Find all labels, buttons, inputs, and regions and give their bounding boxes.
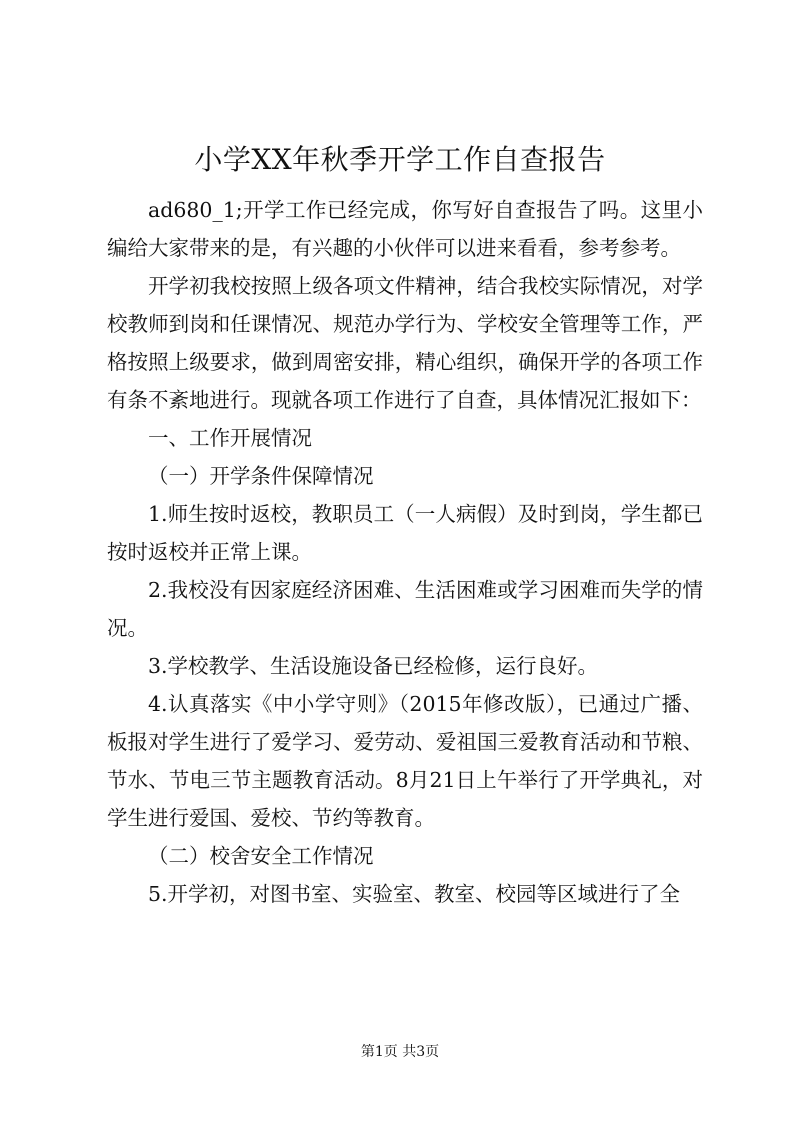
list-item-4: 4.认真落实《中小学守则》（2015年修改版），已通过广播、板报对学生进行了爱学习、爱劳动、爱祖国三爱教育活动和节粮、节水、节电三节主题教育活动。8月21日上午举行了开学典礼，对学生进行爱国、爱校、节约等教育。 xyxy=(107,692,703,830)
paragraph-overview: 开学初我校按照上级各项文件精神，结合我校实际情况，对学校教师到岗和任课情况、规范办学行为、学校安全管理等工作，严格按照上级要求，做到周密安排，精心组织，确保开学的各项工作有条不紊地进行。现就各项工作进行了自查，具体情况汇报如下： xyxy=(107,274,703,412)
paragraph-intro: ad680_1;开学工作已经完成，你写好自查报告了吗。这里小编给大家带来的是，有兴趣的小伙伴可以进来看看，参考参考。 xyxy=(107,198,703,260)
list-item-1: 1.师生按时返校，教职员工（一人病假）及时到岗，学生都已按时返校并正常上课。 xyxy=(107,502,703,564)
document-body xyxy=(107,191,703,913)
subsection-heading-safety: （二）校舍安全工作情况 xyxy=(148,844,374,868)
list-item-3: 3.学校教学、生活设施设备已经检修，运行良好。 xyxy=(148,654,599,678)
subsection-heading-conditions: （一）开学条件保障情况 xyxy=(148,464,374,488)
list-item-2: 2.我校没有因家庭经济困难、生活困难或学习困难而失学的情况。 xyxy=(107,578,703,640)
section-heading-work: 一、工作开展情况 xyxy=(148,426,312,450)
list-item-5: 5.开学初，对图书室、实验室、教室、校园等区域进行了全 xyxy=(148,882,681,906)
page-number-footer: 第1页 共3页 xyxy=(360,1044,440,1060)
document-title: 小学XX年秋季开学工作自查报告 xyxy=(194,143,606,176)
